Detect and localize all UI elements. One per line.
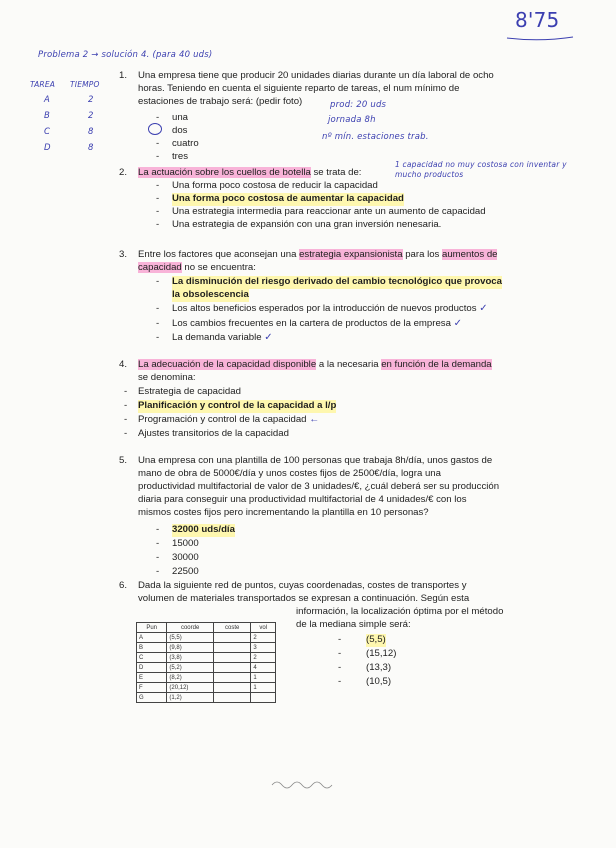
q4-text [138,359,492,372]
table-cell: 1 [251,673,276,683]
dash: - [338,676,342,687]
table-cell [213,683,250,693]
dash: - [156,538,160,549]
q1-option[interactable]: dos [172,125,188,136]
table-cell: 3 [251,643,276,653]
table-cell: 1 [251,683,276,693]
q2-text [138,167,361,180]
table-cell: (3,8) [167,653,214,663]
q1-option[interactable]: una [172,112,189,123]
q3-option-correct-cont[interactable]: la obsolescencia [172,289,249,300]
q6-option-correct[interactable]: (5,5) [366,634,386,645]
q3-highlight: aumentos de [442,249,498,260]
q5-number: 5. [119,455,128,466]
dash: - [156,303,160,314]
table-cell: A [137,633,167,643]
table-row [137,673,276,683]
check-icon: ✓ [453,318,462,329]
dash: - [156,151,160,162]
table-row [137,693,276,703]
check-icon: ✓ [264,332,273,343]
table-cell: G [137,693,167,703]
dash: - [156,112,160,123]
q6-number: 6. [119,580,128,591]
table-header: coste [213,623,250,633]
q5-option[interactable]: 30000 [172,552,199,563]
q4-option[interactable] [138,414,319,427]
table-cell: (9,8) [167,643,214,653]
dash: - [156,206,160,217]
dash: - [338,634,342,645]
q3-option[interactable] [172,332,273,345]
dash: - [156,193,160,204]
q3-text [138,249,497,262]
margin-row: C [44,127,51,137]
q3-highlight: capacidad [138,262,182,273]
table-cell: (5,2) [167,663,214,673]
q4-highlight: La adecuación de la capacidad disponible [138,359,317,370]
margin-row: A [44,95,51,105]
q1-note: jornada 8h [328,115,376,125]
q4-option-correct[interactable]: Planificación y control de la capacidad a l/p [138,400,337,411]
table-row [137,633,276,643]
table-cell: 2 [251,633,276,643]
q2-note: 1 capacidad no muy costosa con inventar y mucho productos [395,160,567,179]
margin-row: 8 [88,127,94,137]
table-cell: F [137,683,167,693]
arrow-left-icon: ← [306,414,320,425]
dash: - [156,524,160,535]
table-row [137,643,276,653]
table-row [137,683,276,693]
margin-col-task: TAREA [30,80,56,89]
q3-text-b: para los [402,249,443,260]
grade-underline [505,34,575,44]
q6-option[interactable]: (10,5) [366,676,392,687]
table-header: coorde [167,623,214,633]
q1-text: estaciones de trabajo será: (pedir foto) [138,96,303,107]
table-cell: B [137,643,167,653]
table-cell [213,663,250,673]
dash: - [156,138,160,149]
table-cell: (8,2) [167,673,214,683]
q6-text: de la mediana simple será: [296,619,411,630]
table-cell [251,693,276,703]
scribble-mark [270,775,340,795]
table-cell: 2 [251,653,276,663]
table-cell [213,653,250,663]
q3-option-text: Los altos beneficios esperados por la introducción de nuevos productos [172,303,477,314]
q1-note: nº mín. estaciones trab. [322,132,429,142]
table-cell: (5,5) [167,633,214,643]
table-cell [213,643,250,653]
q3-option[interactable] [172,303,488,316]
q5-text: diaria para conseguir una productividad multifactorial de 4 unidades/€ con los [138,494,467,505]
dash: - [338,662,342,673]
q2-option-correct[interactable]: Una forma poco costosa de aumentar la capacidad [172,193,404,204]
table-cell [213,673,250,683]
q4-highlight: en función de la demanda [381,359,492,370]
q1-option[interactable]: cuatro [172,138,199,149]
dash: - [124,414,128,425]
table-header: Pun [137,623,167,633]
q2-option[interactable]: Una estrategia de expansión con una gran inversión nenesaria. [172,219,442,230]
q3-option[interactable] [172,318,462,331]
margin-row: 8 [88,143,94,153]
table-header-row [137,623,276,633]
q2-number: 2. [119,167,128,178]
q5-option[interactable]: 22500 [172,566,199,577]
dash: - [156,332,160,343]
grade-mark: 8'75 [515,8,560,32]
q3-option-text: La demanda variable [172,332,262,343]
q4-text-mid: a la necesaria [316,359,382,370]
dash: - [156,219,160,230]
q3-option-text: Los cambios frecuentes en la cartera de productos de la empresa [172,318,451,329]
table-cell: D [137,663,167,673]
q4-option-text: Programación y control de la capacidad [138,414,307,425]
q5-text: Una empresa con una plantilla de 100 personas que trabaja 8h/día, unos gastos de [138,455,493,466]
table-cell: (1,2) [167,693,214,703]
table-cell [213,693,250,703]
table-header: vol [251,623,276,633]
q3-text-a: Entre los factores que aconsejan una [138,249,300,260]
q5-option[interactable]: 15000 [172,538,199,549]
q1-text: Una empresa tiene que producir 20 unidades diarias durante un día laboral de ocho [138,70,494,81]
q5-text: productividad multifactorial de valor de 3 unidades/€, ¿cuál deberá ser su producción [138,481,500,492]
q5-text: mismos costes fijos pero incrementando la plantilla en 10 personas? [138,507,429,518]
q3-highlight: estrategia expansionista [299,249,403,260]
check-icon: ✓ [479,303,488,314]
q2-option[interactable]: Una estrategia intermedia para reaccionar ante un aumento de capacidad [172,206,486,217]
dash: - [156,180,160,191]
dash: - [124,400,128,411]
q6-option[interactable]: (13,3) [366,662,392,673]
q4-number: 4. [119,359,128,370]
q1-note: prod: 20 uds [330,100,387,110]
q3-text [138,262,256,275]
q1-number: 1. [119,70,128,81]
q1-text: horas. Teniendo en cuenta el siguiente reparto de tareas, el num mínimo de [138,83,460,94]
margin-row: D [44,143,51,153]
q2-highlight: La actuación sobre los cuellos de botella [138,167,311,178]
margin-row: 2 [88,95,94,105]
q3-option-correct[interactable]: La disminución del riesgo derivado del cambio tecnológico que provoca [172,276,502,287]
coordinates-table [136,622,276,703]
q4-option[interactable]: Estrategia de capacidad [138,386,241,397]
table-cell: E [137,673,167,683]
dash: - [156,318,160,329]
q4-text: se denomina: [138,372,196,383]
margin-row: 2 [88,111,94,121]
q6-text: Dada la siguiente red de puntos, cuyas coordenadas, costes de transportes y [138,580,467,591]
q2-text-rest: se trata de: [310,167,362,178]
q6-text: información, la localización óptima por el método [296,606,504,617]
dash: - [156,566,160,577]
header-note: Problema 2 → solución 4. (para 40 uds) [38,50,213,60]
margin-col-time: TIEMPO [70,80,100,89]
q1-circle-mark [148,123,162,135]
q2-option[interactable]: Una forma poco costosa de reducir la capacidad [172,180,378,191]
table-row [137,663,276,673]
dash: - [124,428,128,439]
table-cell: (20,12) [167,683,214,693]
dash: - [124,386,128,397]
q3-text-line2: no se encuentra: [181,262,256,273]
q5-option-correct[interactable]: 32000 uds/día [172,524,235,535]
dash: - [156,552,160,563]
table-row [137,653,276,663]
margin-row: B [44,111,51,121]
table-cell: C [137,653,167,663]
q5-text: mano de obra de 5000€/día y unos costes fijos de 2500€/día, logra una [138,468,441,479]
table-cell: 4 [251,663,276,673]
q6-option[interactable]: (15,12) [366,648,397,659]
q6-text: volumen de materiales transportados se expresan a continuación. Según esta [138,593,470,604]
q4-option[interactable]: Ajustes transitorios de la capacidad [138,428,289,439]
q3-number: 3. [119,249,128,260]
q1-option[interactable]: tres [172,151,188,162]
table-cell [213,633,250,643]
dash: - [156,276,160,287]
dash: - [338,648,342,659]
